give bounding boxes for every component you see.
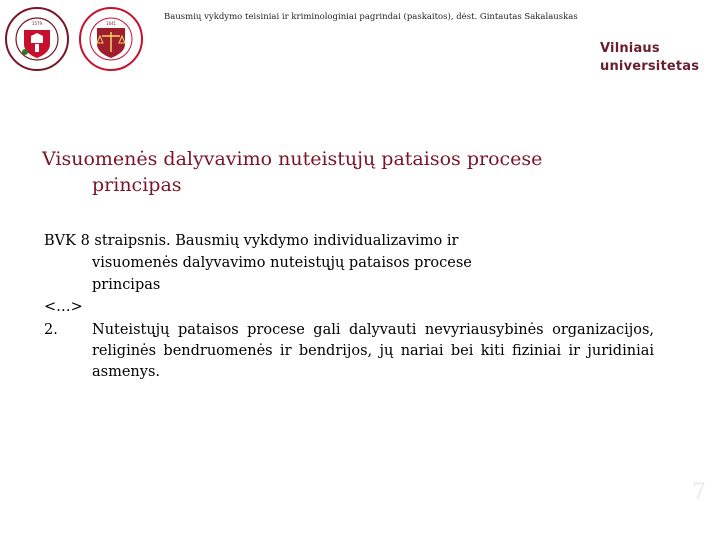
header-note: Bausmių vykdymo teisiniai ir kriminologiniai pagrindai (paskaitos), dėst. Gintautas Sakalauskas (164, 12, 578, 22)
svg-text:1641: 1641 (105, 21, 117, 26)
slide-title (42, 146, 682, 198)
article-heading-line-3: principas (92, 277, 161, 293)
paragraph-number: 2. (44, 322, 58, 338)
page-number: 7 (692, 480, 706, 505)
brand-line-2: universitetas (600, 59, 700, 74)
brand-line-1: Vilniaus (600, 41, 660, 56)
title-line-2: principas (92, 174, 182, 196)
article-paragraph-2 (44, 320, 654, 383)
svg-text:1579: 1579 (31, 21, 43, 26)
vilnius-university-wordmark (600, 40, 710, 76)
title-line-1: Visuomenės dalyvavimo nuteistųjų pataisos procese (42, 148, 543, 170)
ellipsis-marker: <…> (44, 299, 83, 315)
article-heading-line-2: visuomenės dalyvavimo nuteistųjų pataisos procese (92, 255, 472, 271)
law-faculty-seal-logo (78, 6, 144, 72)
slide-body (44, 230, 654, 383)
vilnius-university-seal-logo (4, 6, 70, 72)
article-heading-line-1: BVK 8 straipsnis. Bausmių vykdymo individualizavimo ir (44, 233, 459, 249)
paragraph-text: Nuteistųjų pataisos procese gali dalyvauti nevyriausybinės organizacijos, religinės bendruomenės ir bendrijos, jų nariai bei kiti fiziniai ir juridiniai asmenys. (92, 322, 654, 380)
